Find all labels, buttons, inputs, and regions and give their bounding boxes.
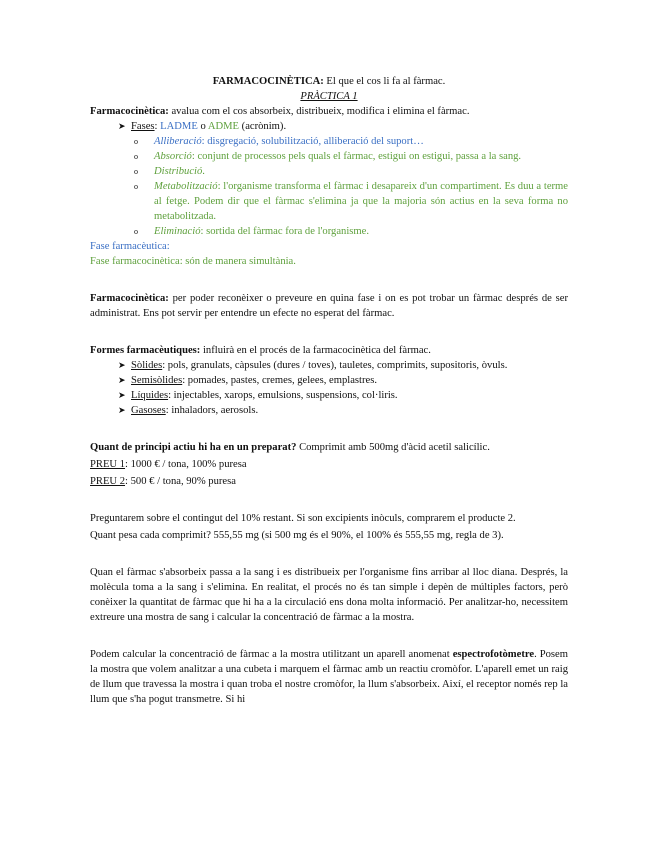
formes-text: influirà en el procés de la farmacocinètica del fàrmac.: [200, 345, 431, 356]
fases-item: [118, 119, 568, 134]
para1-term: Farmacocinètica:: [90, 293, 169, 304]
preu-line: [90, 474, 568, 489]
list-item: [134, 149, 568, 164]
fases-label: Fases: [131, 121, 155, 132]
forma-text: : pols, granulats, càpsules (dures / toves), tauletes, comprimits, supositoris, òvuls.: [162, 360, 508, 371]
list-item: [134, 164, 568, 179]
list-item: [118, 388, 568, 403]
spacer: [90, 489, 568, 511]
arrow-bullet-icon: ➤: [118, 121, 126, 131]
circle-bullet-icon: o: [134, 182, 138, 191]
paragraph: Quan el fàrmac s'absorbeix passa a la sang i es distribueix per l'organisme fins arribar al lloc diana. Després, la molècula toma a la sang i s'elimina. En realitat, el procés no és tan simple i depèn de múltiples factors, però conèixer la quantitat de fàrmac que hi ha a la circulació ens dona molta informació. Per analitzar-ho, necessitem extreure una mostra de sang i calcular la concentració de fàrmac a la mostra.: [90, 567, 568, 623]
formes-paragraph: [90, 343, 568, 358]
preu-label: PREU 2: [90, 476, 126, 487]
intro-text: avalua com el cos absorbeix, distribueix, modifica i elimina el fàrmac.: [168, 106, 470, 117]
arrow-bullet-icon: ➤: [118, 360, 126, 370]
preu-line: [90, 457, 568, 472]
forma-label: Semisòlides: [131, 375, 183, 386]
fase-text: : sortida del fàrmac fora de l'organisme.: [200, 226, 370, 237]
formes-term: Formes farmacèutiques:: [90, 345, 201, 356]
question-bold: Quant de principi actiu hi ha en un preparat?: [90, 442, 297, 453]
fases-sublist: [90, 134, 568, 239]
list-item: [118, 373, 568, 388]
fase-term: Absorció: [154, 151, 192, 162]
fases-list: [90, 119, 568, 134]
intro-paragraph: [90, 104, 568, 119]
espectrofotometre-paragraph: [90, 647, 568, 707]
list-item: [134, 179, 568, 224]
fase-text: : conjunt de processos pels quals el fàrmac, estigui on estigui, passa a la sang.: [191, 151, 522, 162]
circle-bullet-icon: o: [134, 227, 138, 236]
preu-label: PREU 1: [90, 459, 126, 470]
circle-bullet-icon: o: [134, 167, 138, 176]
title-bold: FARMACOCINÈTICA:: [212, 76, 324, 87]
para5-bold: espectrofotòmetre: [452, 649, 535, 660]
list-item: [134, 224, 568, 239]
page-subtitle: PRÀCTICA 1: [300, 91, 358, 102]
fase-text: .: [202, 166, 205, 177]
preu-text: : 500 € / tona, 90% puresa: [125, 476, 236, 487]
fase-text: : disgregació, solubilització, alliberació del suport…: [201, 136, 424, 147]
ladme-term: LADME: [160, 121, 198, 132]
preu-text: : 1000 € / tona, 100% puresa: [125, 459, 247, 470]
arrow-bullet-icon: ➤: [118, 405, 126, 415]
paragraph: Preguntarem sobre el contingut del 10% restant. Si son excipients inòculs, comprarem el producte 2.: [90, 513, 516, 524]
fase-term: Eliminació: [154, 226, 201, 237]
spacer: [90, 625, 568, 647]
fase-term: Distribució: [154, 166, 203, 177]
adme-term: ADME: [207, 121, 240, 132]
list-item: [118, 403, 568, 418]
intro-term: Farmacocinètica:: [90, 106, 169, 117]
paragraph: Quant pesa cada comprimit? 555,55 mg (si 500 mg és el 90%, el 100% és 555,55 mg, regla de 3).: [90, 530, 504, 541]
para1-text: per poder reconèixer o preveure en quina fase i on es pot trobar un fàrmac després de ser administrat. Ens pot servir per entendre un efecte no esperat del fàrmac.: [90, 293, 568, 319]
circle-bullet-icon: o: [134, 152, 138, 161]
fase-text: : l'organisme transforma el fàrmac i desapareix d'un compartiment. Es duu a terme al fetge. Podem dir que el fàrmac s'elimina ja que la majoria són actius en la seva forma no metabolitzada.: [154, 181, 568, 222]
forma-text: : pomades, pastes, cremes, gelees, emplastres.: [182, 375, 377, 386]
forma-label: Sòlides: [131, 360, 163, 371]
spacer: [90, 321, 568, 343]
circle-bullet-icon: o: [134, 137, 138, 146]
question-rest: Comprimit amb 500mg d'àcid acetil salicílic.: [296, 442, 490, 453]
formes-list: [90, 358, 568, 418]
spacer: [90, 543, 568, 565]
title-rest: El que el cos li fa al fàrmac.: [323, 76, 446, 87]
arrow-bullet-icon: ➤: [118, 390, 126, 400]
fase-term: Metabolització: [154, 181, 218, 192]
page-title: [90, 74, 568, 89]
fase-term: Alliberació: [154, 136, 202, 147]
spacer: [90, 269, 568, 291]
question-paragraph: [90, 440, 568, 455]
forma-text: : injectables, xarops, emulsions, suspensions, col·liris.: [168, 390, 398, 401]
fases-o: o: [197, 121, 208, 132]
farmacocinetica-paragraph: [90, 291, 568, 321]
fases-colon: :: [154, 121, 161, 132]
para5-pre: Podem calcular la concentració de fàrmac a la mostra utilitzant un aparell anomenat: [90, 649, 453, 660]
forma-label: Gasoses: [131, 405, 166, 416]
forma-label: Líquides: [131, 390, 169, 401]
fases-rest: (acrònim).: [239, 121, 287, 132]
arrow-bullet-icon: ➤: [118, 375, 126, 385]
para5-post: . Posem la mostra que volem analitzar a una cubeta i marquem el fàrmac amb un reactiu cromòfor. L'aparell emet un raig de llum que travessa la mostra i quan troba el nostre cromòfor, la llum s'absorbeix. Així, el receptor només rep la llum que s'ha pogut transmetre. Si hi: [90, 649, 568, 705]
list-item: [118, 358, 568, 373]
list-item: [134, 134, 568, 149]
fase-farmaceutica: Fase farmacèutica:: [90, 241, 170, 252]
document-body: [90, 74, 568, 707]
spacer: [90, 418, 568, 440]
fase-farmacocinetica: Fase farmacocinètica: són de manera simultània.: [90, 256, 296, 267]
forma-text: : inhaladors, aerosols.: [165, 405, 259, 416]
